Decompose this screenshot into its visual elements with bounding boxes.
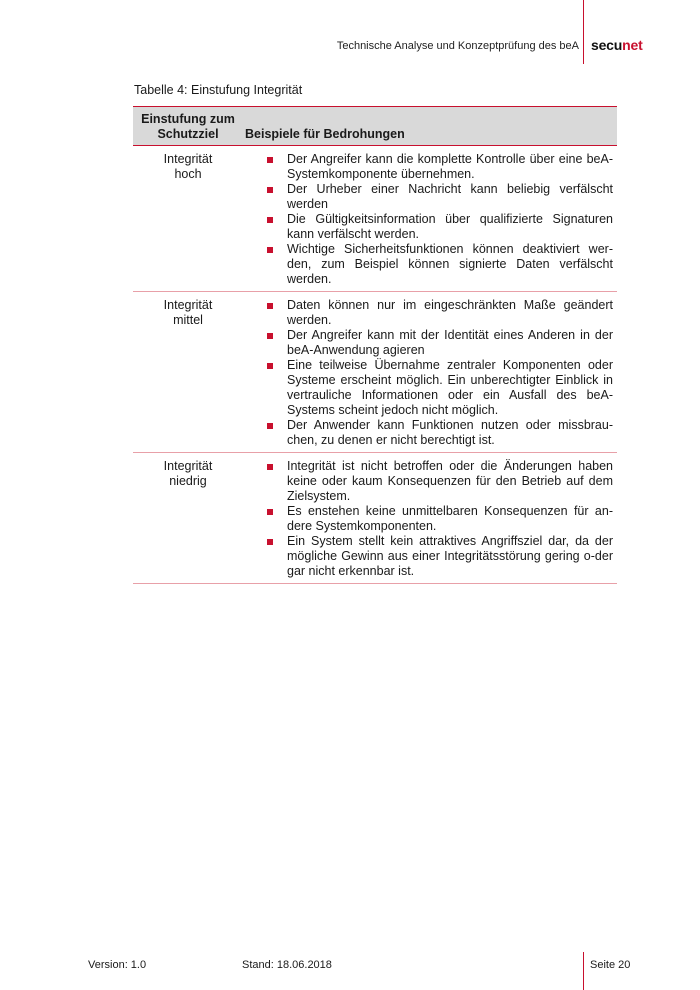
threat-item bbox=[287, 212, 613, 242]
category-level: niedrig bbox=[169, 474, 207, 488]
page-number: Seite 20 bbox=[590, 959, 631, 971]
column-header-classification-line1: Einstufung zum bbox=[141, 112, 235, 126]
threat-list bbox=[287, 292, 617, 452]
threat-item bbox=[287, 242, 613, 287]
header-divider bbox=[583, 0, 584, 64]
threat-item bbox=[287, 418, 613, 448]
threat-text: Wichtige Sicherheitsfunktionen können deaktiviert wer-den, zum Beispiel können signierte Daten verfälscht werden. bbox=[287, 242, 613, 286]
threat-text: Die Gültigkeitsinformation über qualifizierte Signaturen kann verfälscht werden. bbox=[287, 212, 613, 241]
bullet-square-icon bbox=[267, 187, 273, 193]
threat-text: Der Angreifer kann die komplette Kontrolle über eine beA-Systemkomponente übernehmen. bbox=[287, 152, 613, 181]
table-header bbox=[133, 106, 617, 146]
category-name: Integrität bbox=[163, 152, 213, 166]
column-header-classification bbox=[135, 112, 241, 142]
threat-item bbox=[287, 328, 613, 358]
category-level: mittel bbox=[173, 313, 203, 327]
threat-text: Der Angreifer kann mit der Identität eines Anderen in der beA-Anwendung agieren bbox=[287, 328, 613, 357]
integrity-table bbox=[133, 106, 617, 584]
threat-item bbox=[287, 152, 613, 182]
category-name: Integrität bbox=[163, 459, 213, 473]
table-row-low bbox=[133, 453, 617, 584]
threat-text: Eine teilweise Übernahme zentraler Komponenten oder Systeme erscheint möglich. Ein unberechtigter Einblick in vertrauliche Informationen oder ein Ausfall des beA-Systems scheint jedoch nicht möglich. bbox=[287, 358, 613, 417]
threat-list bbox=[287, 146, 617, 291]
threat-text: Ein System stellt kein attraktives Angriffsziel dar, da der mögliche Gewinn aus einer Integritätsstörung gering o-der gar nicht erkennbar ist. bbox=[287, 534, 613, 578]
document-title: Technische Analyse und Konzeptprüfung des beA bbox=[336, 40, 579, 52]
column-header-threats: Beispiele für Bedrohungen bbox=[245, 127, 405, 141]
bullet-square-icon bbox=[267, 333, 273, 339]
category-cell bbox=[143, 298, 233, 328]
footer-divider bbox=[583, 952, 584, 990]
category-cell bbox=[143, 459, 233, 489]
logo-part-secu: secu bbox=[591, 37, 623, 53]
bullet-square-icon bbox=[267, 157, 273, 163]
threat-item bbox=[287, 358, 613, 418]
table-row-high bbox=[133, 146, 617, 292]
threat-text: Es enstehen keine unmittelbaren Konsequenzen für an-dere Systemkomponenten. bbox=[287, 504, 613, 533]
secunet-logo bbox=[591, 37, 643, 53]
table-caption: Tabelle 4: Einstufung Integrität bbox=[134, 83, 303, 97]
bullet-square-icon bbox=[267, 539, 273, 545]
threat-item bbox=[287, 182, 613, 212]
category-cell bbox=[143, 152, 233, 182]
threat-text: Der Urheber einer Nachricht kann beliebig verfälscht werden bbox=[287, 182, 613, 211]
bullet-square-icon bbox=[267, 303, 273, 309]
column-header-classification-line2: Schutzziel bbox=[157, 127, 219, 141]
threat-item bbox=[287, 534, 613, 579]
threat-text: Der Anwender kann Funktionen nutzen oder missbrau-chen, zu denen er nicht berechtigt ist. bbox=[287, 418, 613, 447]
bullet-square-icon bbox=[267, 464, 273, 470]
threat-text: Daten können nur im eingeschränkten Maße geändert werden. bbox=[287, 298, 613, 327]
threat-text: Integrität ist nicht betroffen oder die Änderungen haben keine oder kaum Konsequenzen für den Betrieb auf dem Zielsystem. bbox=[287, 459, 613, 503]
bullet-square-icon bbox=[267, 509, 273, 515]
bullet-square-icon bbox=[267, 363, 273, 369]
table-row-medium bbox=[133, 292, 617, 453]
threat-list bbox=[287, 453, 617, 583]
category-name: Integrität bbox=[163, 298, 213, 312]
bullet-square-icon bbox=[267, 217, 273, 223]
logo-part-net: net bbox=[622, 37, 643, 53]
bullet-square-icon bbox=[267, 247, 273, 253]
category-level: hoch bbox=[174, 167, 202, 181]
footer-date: Stand: 18.06.2018 bbox=[242, 959, 332, 971]
footer-version: Version: 1.0 bbox=[88, 959, 147, 971]
threat-item bbox=[287, 298, 613, 328]
threat-item bbox=[287, 459, 613, 504]
threat-item bbox=[287, 504, 613, 534]
bullet-square-icon bbox=[267, 423, 273, 429]
